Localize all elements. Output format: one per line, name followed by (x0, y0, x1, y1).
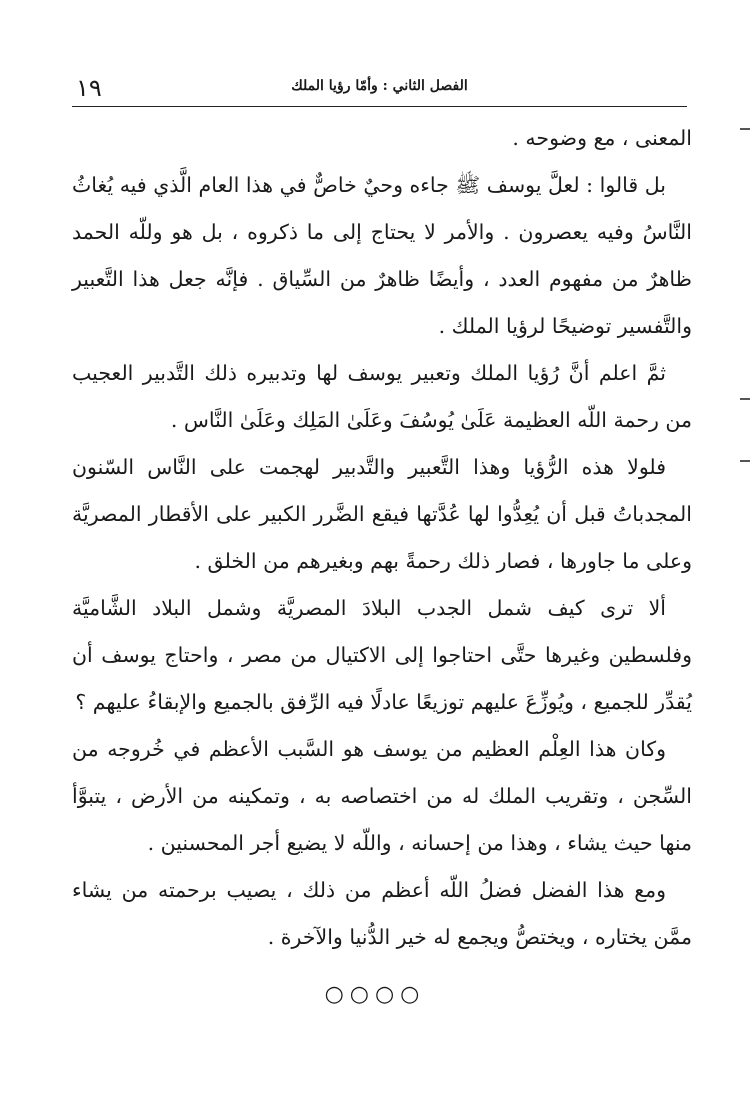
running-title: الفصل الثاني : وأمّا رؤيا الملك (291, 78, 468, 94)
paragraph: المعنى ، مع وضوحه . (512, 126, 692, 150)
page-header (72, 72, 687, 107)
paragraph: ألا ترى كيف شمل الجدب البلادَ المصريَّة وشمل البلاد الشَّاميَّة وفلسطين وغيرها حتَّى احتاجوا إلى الاكتيال من مصر ، واحتاج يوسف أن يُقدِّر للجميع ، ويُوزِّعَ عليهم توزيعًا عادلًا فيه الرِّفق بالجميع والإبقاءُ عليهم ؟ (72, 596, 692, 714)
page-body (72, 115, 692, 961)
paragraph: فلولا هذه الرُّؤيا وهذا التَّعبير والتَّدبير لهجمت على النَّاس السّنون المجدباتُ قبل أن يُعِدُّوا لها عُدَّتها فيقع الضَّرر الكبير على الأقطار المصريَّة وعلى ما جاورها ، فصار ذلك رحمةً بهم وبغيرهم من الخلق . (72, 455, 692, 573)
page-number: ١٩ (76, 74, 102, 102)
margin-tick (740, 398, 750, 400)
margin-tick (740, 460, 750, 462)
paragraph: ثمَّ اعلم أنَّ رُؤيا الملك وتعبير يوسف لها وتدبيره ذلك التَّدبير العجيب من رحمة اللّه العظيمة عَلَىٰ يُوسُفَ وعَلَىٰ المَلِك وعَلَىٰ النَّاس . (72, 361, 692, 432)
section-end-ornament: ○○○○ (324, 982, 426, 1007)
paragraph: وكان هذا العِلْم العظيم من يوسف هو السَّبب الأعظم في خُروجه من السِّجن ، وتقريب الملك له من اختصاصه به ، وتمكينه من الأرض ، يتبوَّأ منها حيث يشاء ، وهذا من إحسانه ، واللّه لا يضيع أجر المحسنين . (72, 737, 692, 855)
paragraph: بل قالوا : لعلَّ يوسف ﷺ جاءه وحيٌ خاصٌّ في هذا العام الَّذي فيه يُغاثُ النَّاسُ وفيه يعصرون . والأمر لا يحتاج إلى ما ذكروه ، بل هو وللّه الحمد ظاهرٌ من مفهوم العدد ، وأيضًا ظاهرٌ من السِّياق . فإنَّه جعل هذا التَّعبير والتَّفسير توضيحًا لرؤيا الملك . (72, 173, 692, 338)
margin-tick (740, 128, 750, 130)
paragraph: ومع هذا الفضل فضلُ اللّه أعظم من ذلك ، يصيب برحمته من يشاء ممَّن يختاره ، ويختصُّ ويجمع له خير الدُّنيا والآخرة . (72, 878, 692, 949)
